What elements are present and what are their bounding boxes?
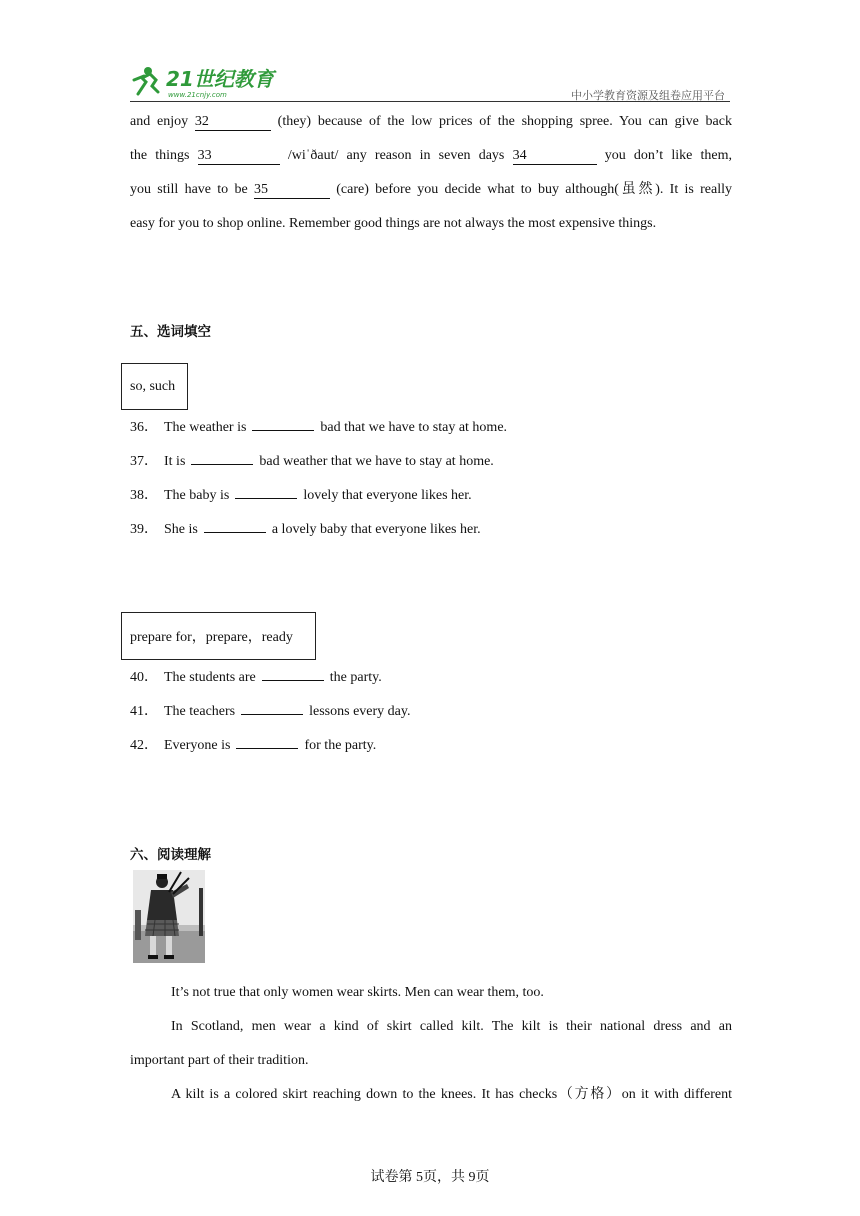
passage-line-4: easy for you to shop online. Remember good things are not always the most expensive things. [130, 216, 657, 231]
passage-line-3: you still have to be 35 (care) before you decide what to buy although(虽然). It is really [130, 182, 733, 197]
passage-line-2: the things 33 /wiˈðaut/ any reason in seven days 34 you don’t like them, [130, 148, 733, 163]
question-41: 41． The teachers lessons every day. [130, 704, 411, 719]
answer-blank[interactable] [191, 452, 253, 465]
reading-paragraph-2-line-1: In Scotland, men wear a kind of skirt called kilt. The kilt is their national dress and an [171, 1019, 732, 1034]
bagpiper-photo [133, 870, 205, 963]
question-37: 37． It is bad weather that we have to stay at home. [130, 454, 494, 469]
reading-paragraph-2-line-2: important part of their tradition. [130, 1053, 309, 1068]
section-5-title: 五、选词填空 [130, 324, 211, 340]
answer-blank[interactable] [241, 702, 303, 715]
answer-blank[interactable] [262, 668, 324, 681]
word-box-1: so, such [121, 363, 188, 410]
section-6-title: 六、阅读理解 [130, 847, 211, 863]
site-logo [130, 64, 280, 100]
logo-url: www.21cnjy.com [168, 91, 227, 99]
answer-blank[interactable] [252, 418, 314, 431]
passage-line-1: and enjoy 32 (they) because of the low prices of the shopping spree. You can give back [130, 114, 732, 129]
reading-paragraph-1: It’s not true that only women wear skirts. Men can wear them, too. [171, 985, 544, 1000]
blank-34: 34 [513, 148, 597, 165]
question-39: 39． She is a lovely baby that everyone likes her. [130, 522, 481, 537]
blank-32: 32 [195, 114, 271, 131]
logo-text: 21世纪教育 [166, 67, 274, 91]
header-divider [130, 101, 730, 102]
blank-35: 35 [254, 182, 330, 199]
blank-33: 33 [198, 148, 280, 165]
question-40: 40． The students are the party. [130, 670, 382, 685]
word-box-2: prepare for，prepare，ready [121, 612, 316, 660]
answer-blank[interactable] [236, 736, 298, 749]
question-42: 42． Everyone is for the party. [130, 738, 377, 753]
question-38: 38． The baby is lovely that everyone likes her. [130, 488, 472, 503]
answer-blank[interactable] [204, 520, 266, 533]
reading-paragraph-3-line-1: A kilt is a colored skirt reaching down to the knees. It has checks（方格）on it with different [171, 1087, 732, 1102]
page-footer: 试卷第 5页，共 9页 [370, 1170, 490, 1185]
answer-blank[interactable] [235, 486, 297, 499]
platform-tag: 中小学教育资源及组卷应用平台 [571, 89, 725, 102]
question-36: 36． The weather is bad that we have to stay at home. [130, 420, 508, 435]
